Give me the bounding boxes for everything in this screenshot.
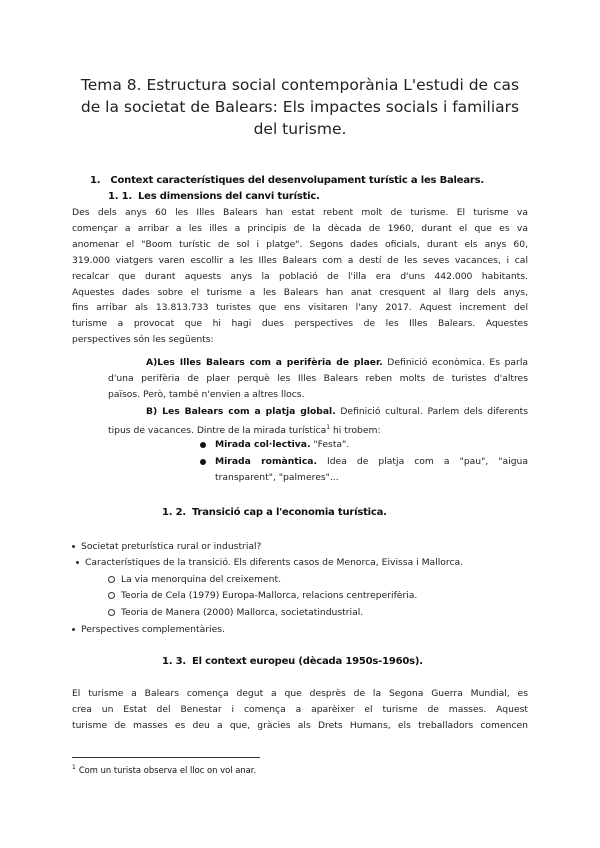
subsection-number: 1. 2.: [162, 507, 186, 518]
paragraph-line: recalcar que durant aquests anys la població de l'illa era d'uns 442.000 habitants.: [72, 270, 528, 282]
bullet-icon: [76, 561, 79, 564]
perspective-b-line-end: hi trobem:: [330, 425, 381, 437]
list-item: [200, 454, 528, 470]
paragraph-european-context: [72, 686, 528, 734]
bullet-icon: [72, 628, 75, 631]
sub-bullet-item: [108, 605, 363, 621]
list-item-text: Idea de platja com a "pau", "aigua: [316, 456, 528, 467]
bullet-icon: [72, 545, 75, 548]
paragraph-line: turisme de masses es deu a que, gràcies als Drets Humans, els treballadors comencen: [72, 719, 528, 731]
circle-bullet-icon: [108, 609, 115, 616]
paragraph-line: començar a arribar a les illes a principis de la dècada de 1960, durant el que es va: [72, 222, 528, 234]
paragraph-line: fins arribar als 13.813.733 turistes que ens visitaren l'any 2017. Aquest increment del: [72, 302, 528, 314]
bullet-text: Societat preturística rural or industrial?: [81, 541, 262, 552]
list-item: [200, 437, 349, 453]
perspective-a-text: Definició econòmica. Es parla: [382, 357, 528, 368]
bullet-icon: [200, 459, 206, 465]
paragraph-line: crea un Estat del Benestar i comença a aparèixer el turisme de masses. Aquest: [72, 703, 528, 715]
section-1-heading: [90, 175, 484, 186]
title-line: del turisme.: [253, 120, 347, 138]
bullet-item: [72, 622, 225, 638]
title-line: Tema 8. Estructura social contemporània L'estudi de cas: [80, 76, 520, 94]
paragraph-line: Aquestes dades sobre el turisme a les Balears han anat cresquent al llarg dels anys,: [72, 286, 528, 298]
footnote-divider: [72, 757, 260, 758]
bullet-icon: [200, 442, 206, 448]
bullet-item: [76, 555, 463, 571]
section-number: 1.: [90, 175, 101, 186]
sub-bullet-item: [108, 572, 281, 588]
subsection-heading-text: Les dimensions del canvi turístic.: [138, 191, 320, 202]
footnote-mark: 1: [72, 764, 76, 771]
footnote-text: Com un turista observa el lloc on vol anar.: [78, 764, 257, 775]
sub-bullet-text: Teoria de Manera (2000) Mallorca, societatindustrial.: [121, 607, 364, 618]
sub-bullet-text: La via menorquina del creixement.: [121, 574, 281, 585]
paragraph-line: Des dels anys 60 les Illes Balears han estat rebent molt de turisme. El turisme va: [72, 207, 528, 218]
perspective-a-label: A)Les Illes Balears com a perifèria de plaer.: [146, 357, 383, 368]
paragraph-line: turisme a provocat que hi hagi dues perspectives de les Illes Balears. Aquestes: [72, 318, 528, 330]
subsection-number: 1. 3.: [162, 656, 186, 667]
paragraph-dimensions: [72, 205, 528, 348]
sub-bullet-text: Teoria de Cela (1979) Europa-Mallorca, relacions centreperifèria.: [121, 590, 418, 601]
footnote: [72, 764, 256, 775]
bullet-text: Perspectives complementàries.: [81, 624, 225, 635]
sub-bullet-item: [108, 588, 417, 604]
perspective-a-line: d'una perifèria de plaer perquè les Illes Balears reben molts de turistes d'altres: [108, 373, 528, 384]
bullet-text: Característiques de la transició. Els diferents casos de Menorca, Eivissa i Mallorca.: [85, 557, 464, 568]
subsection-heading-text: El context europeu (dècada 1950s-1960s).: [192, 656, 423, 667]
subsection-1-3-heading: [162, 656, 423, 667]
list-item-label: Mirada col·lectiva.: [215, 439, 311, 450]
subsection-1-2-heading: [162, 507, 387, 518]
list-item-label: Mirada romàntica.: [215, 456, 317, 467]
circle-bullet-icon: [108, 576, 115, 583]
paragraph-line: perspectives són les següents:: [72, 334, 214, 346]
perspective-a: [146, 355, 528, 371]
paragraph-line: El turisme a Balears comença degut a que desprès de la Segona Guerra Mundial, es: [72, 688, 528, 699]
perspective-b-label: B) Les Balears com a platja global.: [146, 406, 336, 417]
page-title: [60, 74, 540, 140]
list-item-text: "Festa".: [310, 439, 350, 450]
title-line: de la societat de Balears: Els impactes socials i familiars: [80, 98, 520, 116]
paragraph-line: anomenar el "Boom turístic de sol i platge". Segons dades oficials, durant els anys 60,: [72, 238, 528, 250]
footnote-reference[interactable]: 1: [326, 424, 331, 431]
perspective-b-text: Definició cultural. Parlem dels diferents: [335, 406, 528, 417]
subsection-1-1-heading: [108, 191, 320, 202]
perspective-a-line: països. Però, també n'envien a altres llocs.: [108, 389, 305, 400]
subsection-number: 1. 1.: [108, 191, 132, 202]
section-heading-text: Context característiques del desenvolupament turístic a les Balears.: [110, 175, 485, 186]
perspective-b: [146, 404, 528, 420]
list-item-continuation: transparent", "palmeres"...: [215, 472, 339, 483]
bullet-item: [72, 539, 261, 555]
paragraph-line: 319.000 viatgers varen escollir a les Illes Balears com a destí de les seves vacances, i cal: [72, 254, 528, 266]
perspective-b-line-text: tipus de vacances. Dintre de la mirada turística: [108, 425, 327, 437]
subsection-heading-text: Transició cap a l'economia turística.: [192, 507, 387, 518]
circle-bullet-icon: [108, 592, 115, 599]
